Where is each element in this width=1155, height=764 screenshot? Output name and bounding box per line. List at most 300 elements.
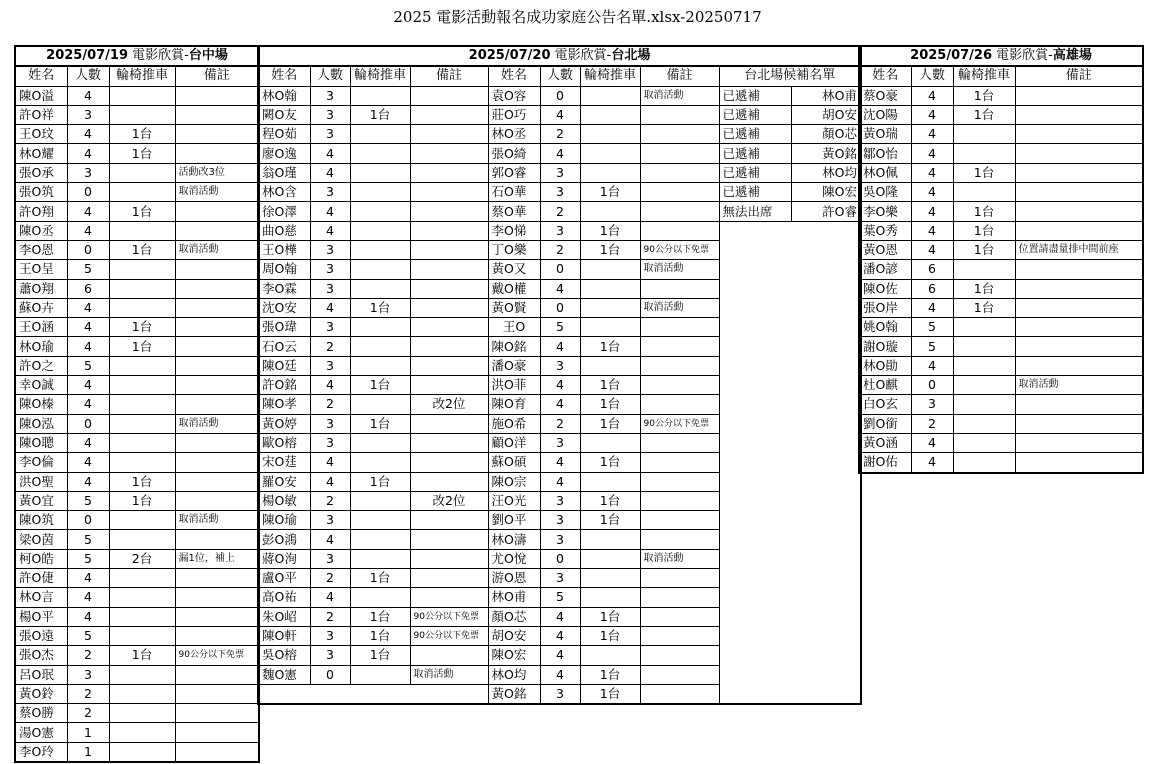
member-note: [640, 125, 719, 144]
member-count: 0: [540, 86, 580, 105]
member-name: 許O倢: [15, 569, 67, 588]
member-note: [640, 395, 719, 414]
member-wheelchair: 1台: [350, 105, 410, 124]
taichung-venue: 台中場: [188, 48, 228, 64]
table-row: [258, 202, 861, 221]
member-name: 尤O悅: [488, 549, 540, 568]
member-note: [410, 260, 488, 279]
member-wheelchair: [109, 163, 175, 182]
member-count: 3: [310, 549, 350, 568]
member-wheelchair: [953, 453, 1015, 473]
waitlist-name: 林O均: [791, 163, 861, 182]
member-wheelchair: [580, 163, 640, 182]
member-name: 周O翰: [258, 260, 310, 279]
member-wheelchair: 1台: [580, 240, 640, 259]
member-count: 4: [540, 626, 580, 645]
member-wheelchair: 1台: [580, 607, 640, 626]
member-count: 4: [67, 607, 109, 626]
member-name: 游O恩: [488, 569, 540, 588]
member-wheelchair: [350, 240, 410, 259]
empty-cell: [719, 221, 861, 704]
member-count: 4: [310, 202, 350, 221]
member-count: 4: [911, 298, 953, 317]
member-name: 沈O安: [258, 298, 310, 317]
table-row: [258, 125, 861, 144]
member-count: 1: [67, 723, 109, 742]
member-name: 張O瑋: [258, 318, 310, 337]
member-wheelchair: [580, 105, 640, 124]
table-row: [859, 125, 1143, 144]
member-count: 4: [67, 588, 109, 607]
member-wheelchair: [953, 414, 1015, 433]
member-name: 莊O巧: [488, 105, 540, 124]
member-count: 4: [67, 337, 109, 356]
member-wheelchair: [580, 646, 640, 665]
member-name: 陳O聰: [15, 433, 67, 452]
member-count: 4: [540, 665, 580, 684]
member-count: 6: [911, 260, 953, 279]
member-wheelchair: [580, 530, 640, 549]
member-count: 3: [310, 86, 350, 105]
member-note: [1015, 105, 1143, 124]
member-count: 4: [540, 105, 580, 124]
taipei-date: 2025/07/20: [468, 48, 551, 64]
member-note: [410, 86, 488, 105]
table-row: [258, 163, 861, 182]
member-name: 張O綺: [488, 144, 540, 163]
member-note: [1015, 260, 1143, 279]
member-wheelchair: [350, 549, 410, 568]
table-row: [15, 105, 259, 124]
member-count: 5: [911, 318, 953, 337]
member-note: [175, 530, 259, 549]
member-wheelchair: 1台: [580, 453, 640, 472]
member-wheelchair: [350, 125, 410, 144]
member-wheelchair: [580, 298, 640, 317]
taipei-table: [257, 45, 862, 705]
member-note: [1015, 298, 1143, 317]
waitlist-status: 已遞補: [719, 183, 791, 202]
member-note: [410, 337, 488, 356]
member-count: 4: [310, 298, 350, 317]
member-wheelchair: [953, 144, 1015, 163]
member-count: 4: [67, 86, 109, 105]
member-wheelchair: [350, 356, 410, 375]
member-note: [410, 318, 488, 337]
member-wheelchair: 1台: [109, 337, 175, 356]
member-wheelchair: [109, 607, 175, 626]
member-name: 蘇O卉: [15, 298, 67, 317]
member-wheelchair: [109, 530, 175, 549]
member-name: 張O杰: [15, 646, 67, 665]
col-header-count: 人數: [310, 66, 350, 86]
member-count: 3: [540, 684, 580, 704]
table-row: [258, 86, 861, 105]
member-wheelchair: [580, 356, 640, 375]
member-count: 2: [310, 607, 350, 626]
member-wheelchair: [109, 86, 175, 105]
member-wheelchair: [350, 433, 410, 452]
taichung-table: [14, 45, 260, 763]
member-note: [640, 318, 719, 337]
member-count: 4: [911, 453, 953, 473]
member-wheelchair: [109, 742, 175, 762]
member-wheelchair: [580, 569, 640, 588]
member-count: 6: [911, 279, 953, 298]
table-row: [15, 569, 259, 588]
member-wheelchair: 1台: [953, 86, 1015, 105]
table-row: [859, 337, 1143, 356]
member-note: [1015, 453, 1143, 473]
member-note: [410, 511, 488, 530]
member-wheelchair: 1台: [350, 376, 410, 395]
member-name: 李O霖: [258, 279, 310, 298]
member-count: 4: [310, 530, 350, 549]
member-note: [175, 318, 259, 337]
kaohsiung-section-header: [859, 46, 1143, 66]
member-name: 顏O芯: [488, 607, 540, 626]
member-name: 黃O恩: [859, 240, 911, 259]
member-note: [175, 221, 259, 240]
member-name: 張O承: [15, 163, 67, 182]
member-name: 蔡O華: [488, 202, 540, 221]
member-note: [640, 337, 719, 356]
col-header-wheelchair: 輪椅推車: [350, 66, 410, 86]
table-row: [859, 433, 1143, 452]
table-row: [15, 279, 259, 298]
member-note: [1015, 221, 1143, 240]
member-count: 3: [310, 414, 350, 433]
member-note: 取消活動: [175, 183, 259, 202]
kaohsiung-table: [858, 45, 1144, 474]
table-row: [15, 395, 259, 414]
member-wheelchair: 1台: [580, 414, 640, 433]
col-header-note: 備註: [1015, 66, 1143, 86]
table-row: [859, 202, 1143, 221]
member-wheelchair: [350, 279, 410, 298]
member-name: 陳O筑: [15, 511, 67, 530]
member-wheelchair: [109, 684, 175, 703]
table-row: [15, 125, 259, 144]
member-wheelchair: [350, 318, 410, 337]
col-header-note: 備註: [175, 66, 259, 86]
member-count: 5: [540, 318, 580, 337]
member-wheelchair: [109, 414, 175, 433]
member-wheelchair: [953, 318, 1015, 337]
member-name: 林O含: [258, 183, 310, 202]
table-row: [15, 626, 259, 645]
member-name: 王O樺: [258, 240, 310, 259]
member-wheelchair: 1台: [580, 395, 640, 414]
member-name: 胡O安: [488, 626, 540, 645]
member-wheelchair: [109, 260, 175, 279]
member-name: 林O勛: [859, 356, 911, 375]
member-count: 3: [540, 163, 580, 182]
waitlist-status: 已遞補: [719, 125, 791, 144]
member-count: 0: [67, 240, 109, 259]
member-count: 2: [540, 202, 580, 221]
member-count: 4: [911, 86, 953, 105]
member-name: 楊O平: [15, 607, 67, 626]
member-note: [175, 337, 259, 356]
table-row: [15, 414, 259, 433]
table-row: [15, 491, 259, 510]
member-name: 許O翔: [15, 202, 67, 221]
member-count: 0: [540, 260, 580, 279]
member-name: 李O倫: [15, 453, 67, 472]
member-wheelchair: 1台: [350, 626, 410, 645]
member-wheelchair: 1台: [953, 240, 1015, 259]
member-count: 3: [540, 221, 580, 240]
member-note: [640, 646, 719, 665]
member-note: [410, 356, 488, 375]
member-count: 4: [310, 472, 350, 491]
member-count: 4: [67, 472, 109, 491]
member-count: 3: [310, 279, 350, 298]
table-row: [15, 183, 259, 202]
col-header-count: 人數: [540, 66, 580, 86]
member-wheelchair: [109, 665, 175, 684]
member-name: 梁O茵: [15, 530, 67, 549]
member-count: 4: [911, 144, 953, 163]
member-count: 4: [67, 298, 109, 317]
table-row: [15, 298, 259, 317]
member-count: 5: [911, 337, 953, 356]
member-name: 羅O安: [258, 472, 310, 491]
member-count: 2: [310, 337, 350, 356]
waitlist-status: 已遞補: [719, 105, 791, 124]
waitlist-name: 陳O宏: [791, 183, 861, 202]
member-wheelchair: [109, 221, 175, 240]
table-row: [859, 260, 1143, 279]
member-count: 4: [540, 337, 580, 356]
member-note: [640, 684, 719, 704]
member-name: 林O言: [15, 588, 67, 607]
member-count: 0: [310, 665, 350, 684]
member-note: [175, 665, 259, 684]
member-note: [175, 202, 259, 221]
member-note: [175, 298, 259, 317]
member-note: [410, 279, 488, 298]
col-header-wheelchair: 輪椅推車: [953, 66, 1015, 86]
member-note: 漏1位，補上: [175, 549, 259, 568]
member-wheelchair: 1台: [109, 144, 175, 163]
member-count: 4: [911, 125, 953, 144]
member-name: 白O玄: [859, 395, 911, 414]
member-name: 蕭O翔: [15, 279, 67, 298]
member-name: 袁O容: [488, 86, 540, 105]
member-name: 歐O榕: [258, 433, 310, 452]
table-row: [859, 221, 1143, 240]
member-note: [175, 491, 259, 510]
member-count: 4: [67, 125, 109, 144]
member-note: [1015, 318, 1143, 337]
col-header-count: 人數: [911, 66, 953, 86]
member-count: 3: [310, 105, 350, 124]
member-count: 4: [911, 240, 953, 259]
member-name: 柯O皓: [15, 549, 67, 568]
table-row: [15, 742, 259, 762]
member-wheelchair: [350, 453, 410, 472]
member-wheelchair: 1台: [350, 646, 410, 665]
member-note: [640, 588, 719, 607]
table-row: [859, 86, 1143, 105]
member-wheelchair: 1台: [580, 684, 640, 704]
table-row: [859, 356, 1143, 375]
table-row: [859, 240, 1143, 259]
member-count: 3: [540, 356, 580, 375]
member-count: 4: [310, 144, 350, 163]
member-note: [175, 453, 259, 472]
member-wheelchair: 1台: [953, 105, 1015, 124]
col-header-name: 姓名: [15, 66, 67, 86]
member-wheelchair: [953, 260, 1015, 279]
member-name: 鄒O怡: [859, 144, 911, 163]
member-note: 90公分以下免票: [410, 607, 488, 626]
table-row: [15, 260, 259, 279]
member-note: [175, 626, 259, 645]
member-note: [640, 356, 719, 375]
member-name: 闕O友: [258, 105, 310, 124]
member-note: [640, 607, 719, 626]
member-note: 取消活動: [640, 86, 719, 105]
member-name: 陳O榛: [15, 395, 67, 414]
member-name: 施O希: [488, 414, 540, 433]
member-wheelchair: 1台: [580, 511, 640, 530]
member-name: 蔡O豪: [859, 86, 911, 105]
member-count: 0: [540, 549, 580, 568]
member-wheelchair: [953, 356, 1015, 375]
member-name: 姚O翰: [859, 318, 911, 337]
member-count: 4: [67, 221, 109, 240]
member-name: 黃O婷: [258, 414, 310, 433]
member-count: 4: [540, 279, 580, 298]
member-wheelchair: [580, 125, 640, 144]
member-note: [175, 569, 259, 588]
member-note: [175, 723, 259, 742]
member-note: [1015, 125, 1143, 144]
member-count: 3: [67, 665, 109, 684]
member-note: [175, 395, 259, 414]
member-count: 4: [911, 163, 953, 182]
table-row: [859, 279, 1143, 298]
member-name: 林O耀: [15, 144, 67, 163]
member-note: [175, 472, 259, 491]
member-note: [410, 453, 488, 472]
member-count: 4: [540, 646, 580, 665]
table-row: [15, 376, 259, 395]
taipei-venue: 台北場: [611, 48, 651, 64]
member-count: 4: [67, 318, 109, 337]
member-note: 90公分以下免票: [175, 646, 259, 665]
waitlist-status: 已遞補: [719, 163, 791, 182]
member-note: [1015, 86, 1143, 105]
member-count: 0: [67, 414, 109, 433]
taipei-event: 電影欣賞-: [550, 48, 612, 64]
member-note: [410, 646, 488, 665]
kaohsiung-venue: 高雄場: [1052, 48, 1092, 64]
member-name: 楊O敏: [258, 491, 310, 510]
table-row: [258, 144, 861, 163]
member-wheelchair: [350, 163, 410, 182]
member-wheelchair: [109, 395, 175, 414]
member-name: 彭O鴻: [258, 530, 310, 549]
member-count: 2: [911, 414, 953, 433]
member-note: [640, 163, 719, 182]
member-name: 許O銘: [258, 376, 310, 395]
member-wheelchair: 1台: [109, 125, 175, 144]
member-count: 4: [911, 202, 953, 221]
member-name: 林O均: [488, 665, 540, 684]
col-header-wheelchair: 輪椅推車: [109, 66, 175, 86]
member-name: 李O樂: [859, 202, 911, 221]
member-name: 陳O瑜: [258, 511, 310, 530]
table-row: [15, 163, 259, 182]
member-count: 2: [310, 491, 350, 510]
member-name: 黃O宜: [15, 491, 67, 510]
member-note: [175, 742, 259, 762]
member-count: 2: [540, 125, 580, 144]
member-count: 4: [540, 144, 580, 163]
member-note: [640, 144, 719, 163]
member-note: [410, 298, 488, 317]
member-note: [410, 549, 488, 568]
member-count: 4: [540, 607, 580, 626]
member-wheelchair: 1台: [953, 279, 1015, 298]
member-name: 洪O聖: [15, 472, 67, 491]
member-wheelchair: [580, 549, 640, 568]
waitlist-name: 許O睿: [791, 202, 861, 221]
table-row: [15, 337, 259, 356]
member-count: 4: [67, 202, 109, 221]
member-note: [640, 511, 719, 530]
member-name: 翁O瑾: [258, 163, 310, 182]
member-note: [640, 472, 719, 491]
member-note: [1015, 414, 1143, 433]
member-wheelchair: 1台: [953, 298, 1015, 317]
member-name: 林O濤: [488, 530, 540, 549]
member-name: 林O瑜: [15, 337, 67, 356]
member-name: 石O云: [258, 337, 310, 356]
member-name: 李O恩: [15, 240, 67, 259]
member-note: [640, 202, 719, 221]
member-wheelchair: 1台: [350, 414, 410, 433]
member-name: 許O之: [15, 356, 67, 375]
taipei-section-header: [258, 46, 861, 66]
member-name: 王O呈: [15, 260, 67, 279]
member-count: 2: [310, 569, 350, 588]
member-note: [175, 376, 259, 395]
member-count: 3: [540, 569, 580, 588]
member-note: [640, 105, 719, 124]
table-row: [15, 453, 259, 472]
col-header-name: 姓名: [488, 66, 540, 86]
member-count: 4: [911, 221, 953, 240]
member-count: 4: [67, 376, 109, 395]
member-wheelchair: [350, 144, 410, 163]
member-name: 許O祥: [15, 105, 67, 124]
member-count: 3: [67, 105, 109, 124]
member-note: [640, 453, 719, 472]
member-name: 宋O莛: [258, 453, 310, 472]
member-name: 蘇O碩: [488, 453, 540, 472]
member-wheelchair: 1台: [580, 665, 640, 684]
member-count: 5: [67, 626, 109, 645]
member-name: 黃O涵: [859, 433, 911, 452]
member-count: 4: [310, 163, 350, 182]
member-wheelchair: 1台: [580, 491, 640, 510]
member-count: 4: [310, 221, 350, 240]
